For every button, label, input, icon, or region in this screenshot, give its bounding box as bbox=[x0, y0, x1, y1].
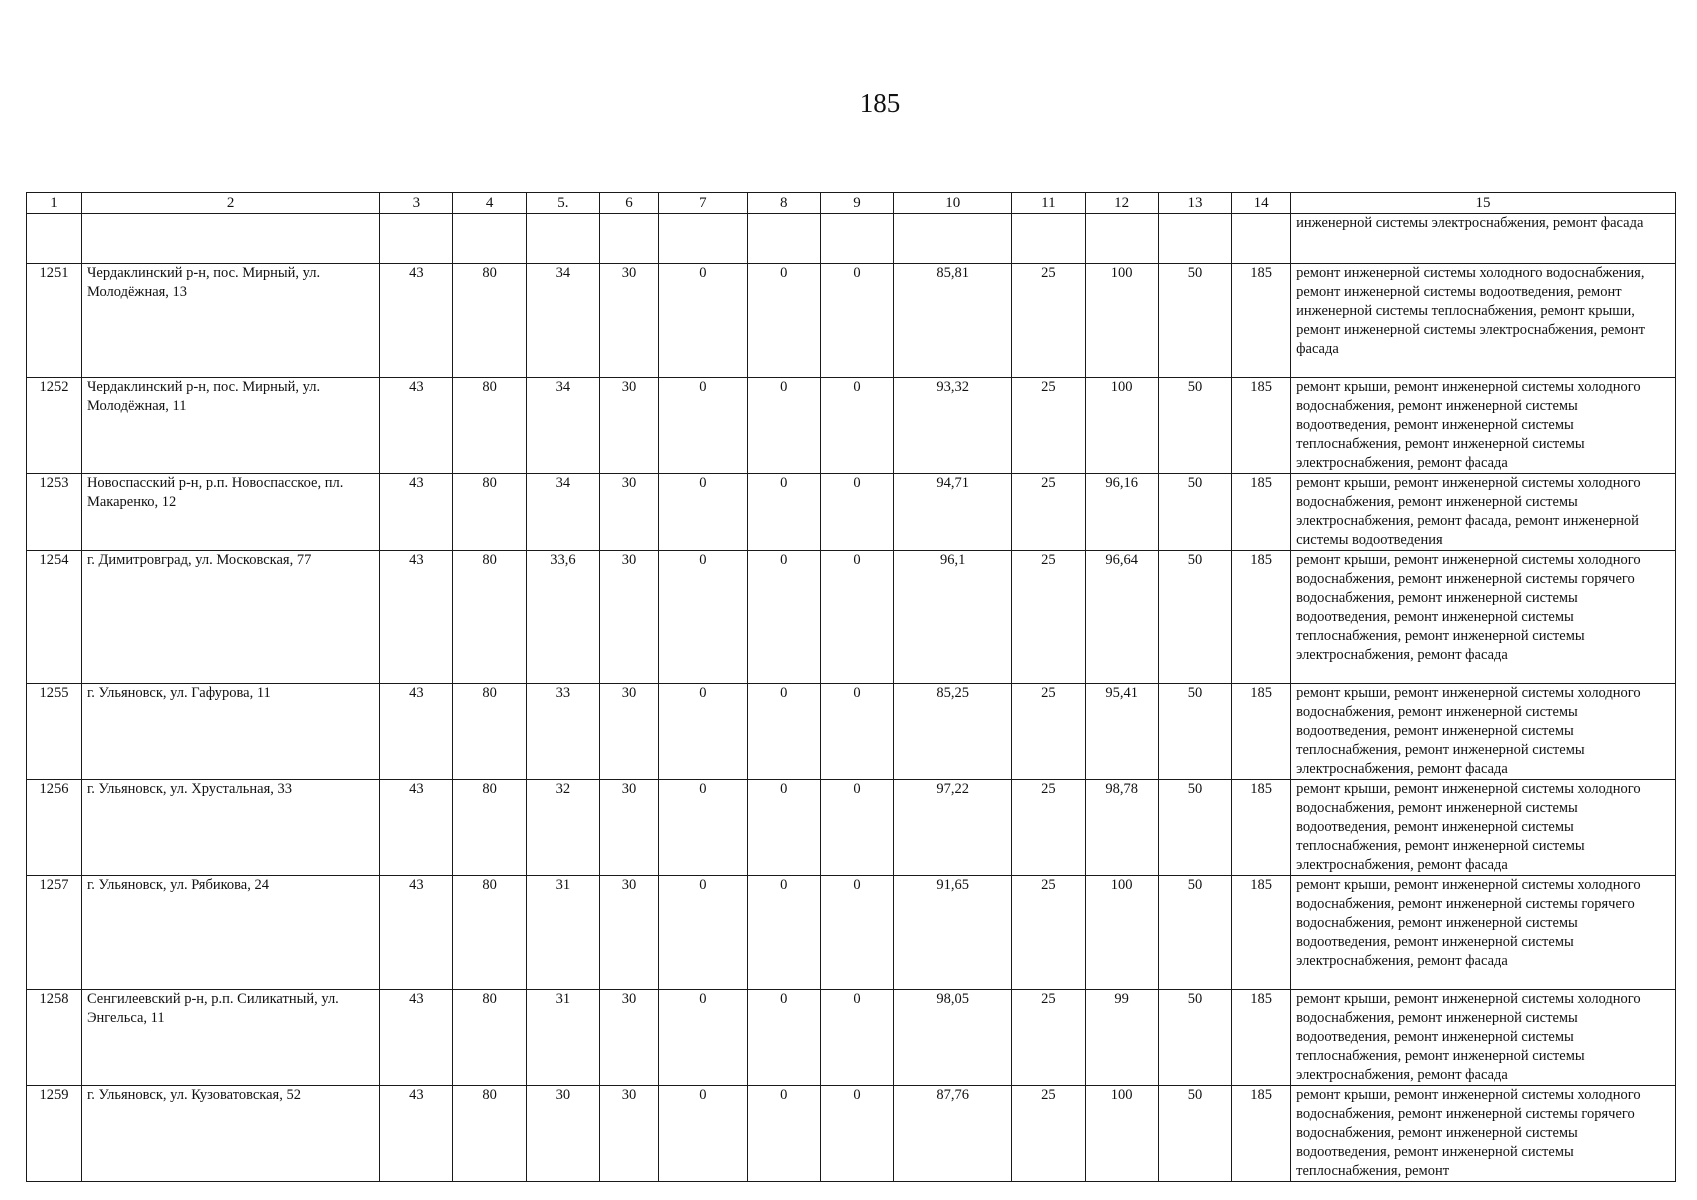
value-cell: 50 bbox=[1158, 876, 1231, 990]
value-cell: 0 bbox=[659, 474, 748, 551]
address-cell: г. Ульяновск, ул. Кузоватовская, 52 bbox=[81, 1086, 379, 1182]
value-cell: 43 bbox=[380, 990, 453, 1086]
address-cell: Чердаклинский р-н, пос. Мирный, ул. Молодёжная, 11 bbox=[81, 378, 379, 474]
address-cell: г. Димитровград, ул. Московская, 77 bbox=[81, 551, 379, 684]
value-cell: 30 bbox=[600, 551, 659, 684]
value-cell: 0 bbox=[659, 551, 748, 684]
column-number: 9 bbox=[820, 193, 893, 214]
row-number: 1259 bbox=[27, 1086, 82, 1182]
value-cell: 0 bbox=[747, 474, 820, 551]
value-cell: 31 bbox=[526, 990, 599, 1086]
value-cell: 50 bbox=[1158, 551, 1231, 684]
value-cell: 185 bbox=[1232, 474, 1291, 551]
value-cell: 30 bbox=[600, 378, 659, 474]
table-row bbox=[27, 264, 1676, 378]
table-row bbox=[27, 1086, 1676, 1182]
value-cell: 0 bbox=[659, 780, 748, 876]
row-number: 1257 bbox=[27, 876, 82, 990]
address-cell: г. Ульяновск, ул. Хрустальная, 33 bbox=[81, 780, 379, 876]
value-cell: 43 bbox=[380, 378, 453, 474]
value-cell: 25 bbox=[1012, 990, 1085, 1086]
column-number: 8 bbox=[747, 193, 820, 214]
column-number: 7 bbox=[659, 193, 748, 214]
value-cell: 93,32 bbox=[894, 378, 1012, 474]
value-cell: 34 bbox=[526, 474, 599, 551]
value-cell: 0 bbox=[747, 780, 820, 876]
value-cell: 100 bbox=[1085, 378, 1158, 474]
works-description: ремонт крыши, ремонт инженерной системы холодного водоснабжения, ремонт инженерной системы водоотведения, ремонт инженерной системы теплоснабжения, ремонт инженерной системы электроснабжения, ремонт фасада bbox=[1291, 378, 1676, 474]
value-cell: 96,1 bbox=[894, 551, 1012, 684]
column-number: 11 bbox=[1012, 193, 1085, 214]
value-cell: 25 bbox=[1012, 474, 1085, 551]
table-row bbox=[27, 551, 1676, 684]
table-row bbox=[27, 474, 1676, 551]
value-cell: 98,78 bbox=[1085, 780, 1158, 876]
value-cell: 0 bbox=[820, 780, 893, 876]
value-cell: 96,64 bbox=[1085, 551, 1158, 684]
value-cell: 0 bbox=[659, 684, 748, 780]
value-cell: 31 bbox=[526, 876, 599, 990]
value-cell: 80 bbox=[453, 780, 526, 876]
value-cell: 43 bbox=[380, 684, 453, 780]
value-cell: 80 bbox=[453, 1086, 526, 1182]
value-cell: 80 bbox=[453, 551, 526, 684]
value-cell: 91,65 bbox=[894, 876, 1012, 990]
address-cell: г. Ульяновск, ул. Рябикова, 24 bbox=[81, 876, 379, 990]
column-number: 15 bbox=[1291, 193, 1676, 214]
value-cell: 0 bbox=[659, 378, 748, 474]
value-cell: 30 bbox=[526, 1086, 599, 1182]
value-cell: 99 bbox=[1085, 990, 1158, 1086]
column-number: 6 bbox=[600, 193, 659, 214]
value-cell: 80 bbox=[453, 684, 526, 780]
value-cell: 95,41 bbox=[1085, 684, 1158, 780]
value-cell: 0 bbox=[820, 264, 893, 378]
value-cell: 98,05 bbox=[894, 990, 1012, 1086]
value-cell: 25 bbox=[1012, 264, 1085, 378]
value-cell: 0 bbox=[659, 990, 748, 1086]
value-cell: 50 bbox=[1158, 780, 1231, 876]
value-cell: 33 bbox=[526, 684, 599, 780]
table-row bbox=[27, 684, 1676, 780]
value-cell: 0 bbox=[820, 684, 893, 780]
value-cell: 43 bbox=[380, 264, 453, 378]
address-cell: г. Ульяновск, ул. Гафурова, 11 bbox=[81, 684, 379, 780]
value-cell: 30 bbox=[600, 474, 659, 551]
value-cell: 185 bbox=[1232, 876, 1291, 990]
value-cell: 0 bbox=[820, 551, 893, 684]
address-cell: Сенгилеевский р-н, р.п. Силикатный, ул. Энгельса, 11 bbox=[81, 990, 379, 1086]
value-cell: 185 bbox=[1232, 264, 1291, 378]
value-cell: 34 bbox=[526, 378, 599, 474]
value-cell: 0 bbox=[747, 551, 820, 684]
value-cell: 43 bbox=[380, 1086, 453, 1182]
value-cell: 0 bbox=[747, 264, 820, 378]
value-cell: 0 bbox=[747, 990, 820, 1086]
registry-table bbox=[26, 192, 1676, 1182]
value-cell: 94,71 bbox=[894, 474, 1012, 551]
value-cell: 80 bbox=[453, 876, 526, 990]
works-description: ремонт инженерной системы холодного водоснабжения, ремонт инженерной системы водоотведения, ремонт инженерной системы теплоснабжения, ремонт крыши, ремонт инженерной системы электроснабжения, ремонт фасада bbox=[1291, 264, 1676, 378]
value-cell: 25 bbox=[1012, 684, 1085, 780]
value-cell: 43 bbox=[380, 551, 453, 684]
value-cell: 185 bbox=[1232, 990, 1291, 1086]
value-cell: 25 bbox=[1012, 551, 1085, 684]
value-cell: 25 bbox=[1012, 378, 1085, 474]
value-cell: 97,22 bbox=[894, 780, 1012, 876]
value-cell: 0 bbox=[747, 876, 820, 990]
works-description: ремонт крыши, ремонт инженерной системы холодного водоснабжения, ремонт инженерной системы горячего водоснабжения, ремонт инженерной системы водоотведения, ремонт инженерной системы электроснабжения, ремонт фасада bbox=[1291, 876, 1676, 990]
value-cell: 50 bbox=[1158, 684, 1231, 780]
works-description: ремонт крыши, ремонт инженерной системы холодного водоснабжения, ремонт инженерной системы горячего водоснабжения, ремонт инженерной системы водоотведения, ремонт инженерной системы теплоснабжения, ремонт инженерной системы электроснабжения, ремонт фасада bbox=[1291, 551, 1676, 684]
column-number-row bbox=[27, 193, 1676, 214]
value-cell: 0 bbox=[659, 264, 748, 378]
value-cell: 30 bbox=[600, 876, 659, 990]
table-row bbox=[27, 780, 1676, 876]
table-row bbox=[27, 378, 1676, 474]
value-cell: 50 bbox=[1158, 474, 1231, 551]
value-cell: 25 bbox=[1012, 876, 1085, 990]
value-cell: 50 bbox=[1158, 378, 1231, 474]
address-cell: Чердаклинский р-н, пос. Мирный, ул. Молодёжная, 13 bbox=[81, 264, 379, 378]
works-description: ремонт крыши, ремонт инженерной системы холодного водоснабжения, ремонт инженерной системы водоотведения, ремонт инженерной системы теплоснабжения, ремонт инженерной системы электроснабжения, ремонт фасада bbox=[1291, 780, 1676, 876]
value-cell: 0 bbox=[747, 378, 820, 474]
value-cell: 30 bbox=[600, 684, 659, 780]
table-row bbox=[27, 990, 1676, 1086]
value-cell: 100 bbox=[1085, 264, 1158, 378]
value-cell: 80 bbox=[453, 474, 526, 551]
column-number: 2 bbox=[81, 193, 379, 214]
value-cell: 0 bbox=[747, 684, 820, 780]
value-cell: 0 bbox=[820, 378, 893, 474]
value-cell: 50 bbox=[1158, 264, 1231, 378]
row-number: 1253 bbox=[27, 474, 82, 551]
value-cell: 0 bbox=[820, 876, 893, 990]
works-description: ремонт крыши, ремонт инженерной системы холодного водоснабжения, ремонт инженерной системы электроснабжения, ремонт фасада, ремонт инженерной системы водоотведения bbox=[1291, 474, 1676, 551]
row-number: 1256 bbox=[27, 780, 82, 876]
address-cell: Новоспасский р-н, р.п. Новоспасское, пл. Макаренко, 12 bbox=[81, 474, 379, 551]
row-number: 1252 bbox=[27, 378, 82, 474]
value-cell: 85,81 bbox=[894, 264, 1012, 378]
value-cell: 0 bbox=[820, 474, 893, 551]
value-cell: 25 bbox=[1012, 780, 1085, 876]
value-cell: 100 bbox=[1085, 876, 1158, 990]
value-cell: 34 bbox=[526, 264, 599, 378]
value-cell: 30 bbox=[600, 780, 659, 876]
value-cell: 33,6 bbox=[526, 551, 599, 684]
value-cell: 43 bbox=[380, 876, 453, 990]
value-cell: 0 bbox=[659, 876, 748, 990]
column-number: 1 bbox=[27, 193, 82, 214]
value-cell: 80 bbox=[453, 264, 526, 378]
works-description: ремонт крыши, ремонт инженерной системы холодного водоснабжения, ремонт инженерной системы водоотведения, ремонт инженерной системы теплоснабжения, ремонт инженерной системы электроснабжения, ремонт фасада bbox=[1291, 684, 1676, 780]
column-number: 10 bbox=[894, 193, 1012, 214]
column-number: 13 bbox=[1158, 193, 1231, 214]
value-cell: 30 bbox=[600, 1086, 659, 1182]
row-number: 1255 bbox=[27, 684, 82, 780]
value-cell: 43 bbox=[380, 474, 453, 551]
value-cell: 30 bbox=[600, 264, 659, 378]
value-cell: 80 bbox=[453, 378, 526, 474]
value-cell: 87,76 bbox=[894, 1086, 1012, 1182]
value-cell: 185 bbox=[1232, 780, 1291, 876]
works-description: ремонт крыши, ремонт инженерной системы холодного водоснабжения, ремонт инженерной системы водоотведения, ремонт инженерной системы теплоснабжения, ремонт инженерной системы электроснабжения, ремонт фасада bbox=[1291, 990, 1676, 1086]
row-number: 1251 bbox=[27, 264, 82, 378]
row-number: 1258 bbox=[27, 990, 82, 1086]
value-cell: 0 bbox=[820, 1086, 893, 1182]
value-cell: 100 bbox=[1085, 1086, 1158, 1182]
value-cell: 43 bbox=[380, 780, 453, 876]
value-cell: 185 bbox=[1232, 551, 1291, 684]
value-cell: 25 bbox=[1012, 1086, 1085, 1182]
column-number: 3 bbox=[380, 193, 453, 214]
value-cell: 0 bbox=[820, 990, 893, 1086]
value-cell: 30 bbox=[600, 990, 659, 1086]
value-cell: 185 bbox=[1232, 684, 1291, 780]
row-number: 1254 bbox=[27, 551, 82, 684]
value-cell: 185 bbox=[1232, 378, 1291, 474]
value-cell: 50 bbox=[1158, 1086, 1231, 1182]
value-cell: 50 bbox=[1158, 990, 1231, 1086]
value-cell: 0 bbox=[747, 1086, 820, 1182]
column-number: 4 bbox=[453, 193, 526, 214]
works-description: инженерной системы электроснабжения, ремонт фасада bbox=[1291, 214, 1676, 264]
table-row bbox=[27, 876, 1676, 990]
value-cell: 0 bbox=[659, 1086, 748, 1182]
column-number: 12 bbox=[1085, 193, 1158, 214]
value-cell: 32 bbox=[526, 780, 599, 876]
value-cell: 80 bbox=[453, 990, 526, 1086]
column-number: 5. bbox=[526, 193, 599, 214]
works-description: ремонт крыши, ремонт инженерной системы холодного водоснабжения, ремонт инженерной системы горячего водоснабжения, ремонт инженерной системы водоотведения, ремонт инженерной системы теплоснабжения, ремонт bbox=[1291, 1086, 1676, 1182]
continuation-row bbox=[27, 214, 1676, 264]
column-number: 14 bbox=[1232, 193, 1291, 214]
value-cell: 185 bbox=[1232, 1086, 1291, 1182]
value-cell: 96,16 bbox=[1085, 474, 1158, 551]
value-cell: 85,25 bbox=[894, 684, 1012, 780]
page-number: 185 bbox=[859, 88, 901, 118]
